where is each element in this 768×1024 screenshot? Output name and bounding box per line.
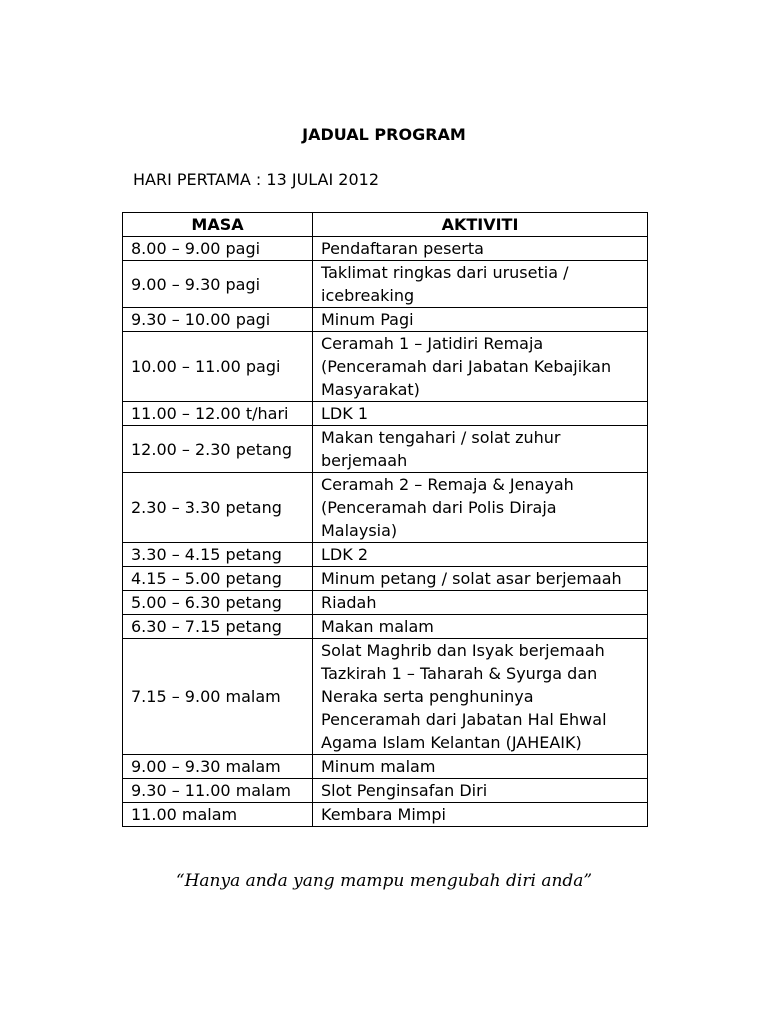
table-row	[123, 639, 648, 755]
table-row	[123, 426, 648, 473]
time-cell: 7.15 – 9.00 malam	[123, 639, 313, 755]
table-row	[123, 237, 648, 261]
motto-quote: “Hanya anda yang mampu mengubah diri anda”	[175, 871, 593, 891]
activity-cell	[313, 615, 648, 639]
table-row	[123, 332, 648, 402]
activity-cell	[313, 567, 648, 591]
activity-line: icebreaking	[321, 286, 415, 305]
activity-cell	[313, 639, 648, 755]
page-title: JADUAL PROGRAM	[302, 125, 466, 144]
activity-line: Riadah	[321, 593, 377, 612]
table-row	[123, 755, 648, 779]
table-row	[123, 591, 648, 615]
activity-line: Pendaftaran peserta	[321, 239, 484, 258]
activity-line: (Penceramah dari Polis Diraja	[321, 498, 557, 517]
activity-line: (Penceramah dari Jabatan Kebajikan	[321, 357, 612, 376]
activity-line: Masyarakat)	[321, 380, 420, 399]
activity-cell	[313, 308, 648, 332]
table-row	[123, 567, 648, 591]
activity-line: Taklimat ringkas dari urusetia /	[321, 263, 569, 282]
time-cell: 10.00 – 11.00 pagi	[123, 332, 313, 402]
activity-line: Kembara Mimpi	[321, 805, 446, 824]
time-cell: 9.30 – 10.00 pagi	[123, 308, 313, 332]
activity-line: Minum malam	[321, 757, 436, 776]
activity-line: Minum petang / solat asar berjemaah	[321, 569, 622, 588]
activity-cell	[313, 402, 648, 426]
table-row	[123, 308, 648, 332]
time-cell: 2.30 – 3.30 petang	[123, 473, 313, 543]
time-cell: 9.00 – 9.30 malam	[123, 755, 313, 779]
time-cell: 6.30 – 7.15 petang	[123, 615, 313, 639]
activity-line: LDK 2	[321, 545, 368, 564]
activity-cell	[313, 779, 648, 803]
activity-line: Makan tengahari / solat zuhur	[321, 428, 561, 447]
schedule-table	[122, 212, 648, 827]
time-cell: 5.00 – 6.30 petang	[123, 591, 313, 615]
table-header-row	[123, 213, 648, 237]
activity-cell	[313, 543, 648, 567]
schedule-body	[123, 237, 648, 827]
activity-line: Neraka serta penghuninya	[321, 687, 534, 706]
activity-line: Agama Islam Kelantan (JAHEAIK)	[321, 733, 582, 752]
activity-line: Ceramah 1 – Jatidiri Remaja	[321, 334, 544, 353]
time-cell: 9.30 – 11.00 malam	[123, 779, 313, 803]
activity-line: Slot Penginsafan Diri	[321, 781, 488, 800]
activity-line: Tazkirah 1 – Taharah & Syurga dan	[321, 664, 598, 683]
activity-cell	[313, 473, 648, 543]
table-row	[123, 615, 648, 639]
table-row	[123, 543, 648, 567]
activity-cell	[313, 426, 648, 473]
time-cell: 3.30 – 4.15 petang	[123, 543, 313, 567]
activity-line: Ceramah 2 – Remaja & Jenayah	[321, 475, 574, 494]
activity-line: berjemaah	[321, 451, 408, 470]
activity-cell	[313, 591, 648, 615]
activity-cell	[313, 755, 648, 779]
header-aktiviti: AKTIVITI	[313, 213, 648, 237]
activity-line: LDK 1	[321, 404, 368, 423]
activity-cell	[313, 332, 648, 402]
activity-cell	[313, 803, 648, 827]
time-cell: 4.15 – 5.00 petang	[123, 567, 313, 591]
table-row	[123, 803, 648, 827]
activity-line: Makan malam	[321, 617, 434, 636]
time-cell: 11.00 malam	[123, 803, 313, 827]
activity-line: Penceramah dari Jabatan Hal Ehwal	[321, 710, 607, 729]
day-heading: HARI PERTAMA : 13 JULAI 2012	[133, 170, 380, 189]
time-cell: 8.00 – 9.00 pagi	[123, 237, 313, 261]
table-row	[123, 261, 648, 308]
activity-cell	[313, 261, 648, 308]
activity-line: Solat Maghrib dan Isyak berjemaah	[321, 641, 605, 660]
header-masa: MASA	[123, 213, 313, 237]
activity-cell	[313, 237, 648, 261]
time-cell: 12.00 – 2.30 petang	[123, 426, 313, 473]
activity-line: Minum Pagi	[321, 310, 414, 329]
time-cell: 9.00 – 9.30 pagi	[123, 261, 313, 308]
table-row	[123, 402, 648, 426]
activity-line: Malaysia)	[321, 521, 398, 540]
table-row	[123, 473, 648, 543]
table-row	[123, 779, 648, 803]
time-cell: 11.00 – 12.00 t/hari	[123, 402, 313, 426]
